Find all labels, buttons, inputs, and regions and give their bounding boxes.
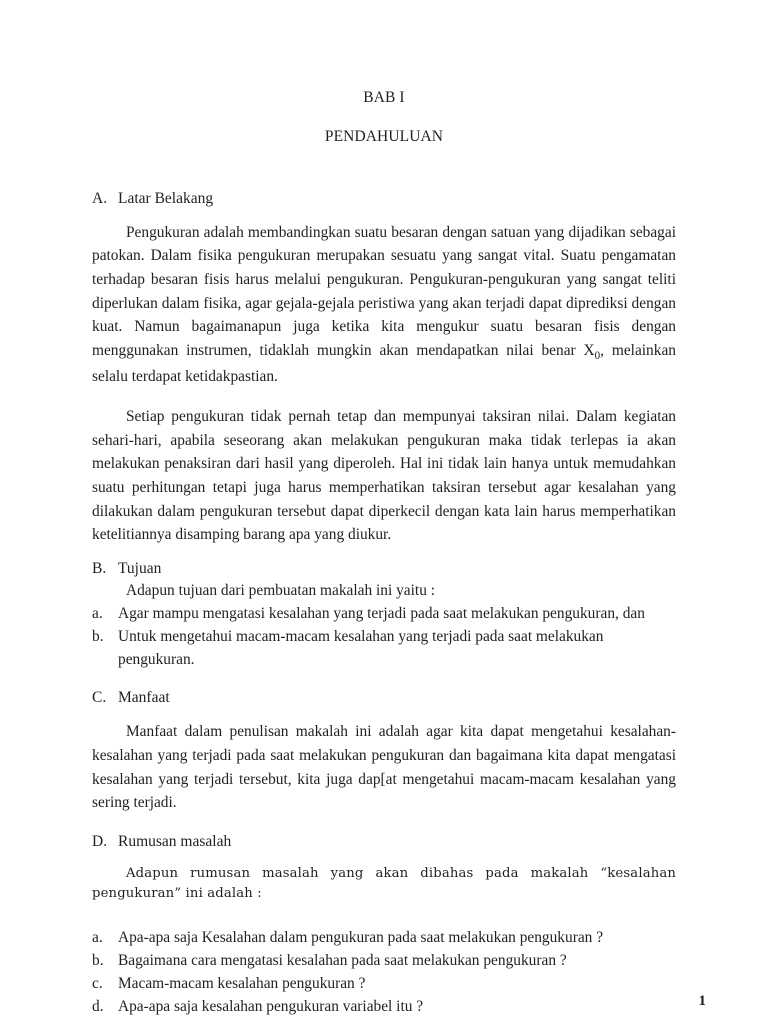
section-letter-c: C. [92,689,107,707]
list-item-text: Apa-apa saja Kesalahan dalam pengukuran pada saat melakukan pengukuran ? [118,928,604,946]
list-item-text: Apa-apa saja kesalahan pengukuran variabel itu ? [118,998,424,1016]
section-letter-d: D. [92,832,108,850]
subscript-zero: 0 [594,349,601,362]
tujuan-lead-text: Adapun tujuan dari pembuatan makalah ini yaitu : [126,581,436,599]
tujuan-list [92,602,676,671]
list-item [92,995,676,1018]
paragraph-latar-belakang-1 [92,221,676,388]
section-heading-latar-belakang [92,189,676,209]
section-letter-b: B. [92,559,107,577]
paragraph-text-part-1: Pengukuran adalah membandingkan suatu besaran dengan satuan yang dijadikan sebagai patokan. Dalam fisika pengukuran merupakan sesuatu yang sangat vital. Suatu pengamatan terhadap besaran fisis harus melalui pengukuran. Pengukuran-pengukuran yang sangat teliti diperlukan dalam fisika, agar gejala-gejala peristiwa yang akan terjadi dapat diprediksi dengan kuat. Namun bagaimanapun juga ketika kita mengukur suatu besaran fisis dengan menggunakan instrumen, tidaklah mungkin akan mendapatkan nilai benar X [92,223,676,359]
list-marker: b. [92,952,104,970]
section-heading-rumusan-masalah [92,832,676,852]
section-heading-manfaat [92,688,676,708]
chapter-label: BAB I [363,89,405,106]
list-item [92,949,676,972]
rumusan-masalah-list [92,926,676,1018]
paragraph-latar-belakang-2: Setiap pengukuran tidak pernah tetap dan mempunyai taksiran nilai. Dalam kegiatan sehari-hari, apabila seseorang akan melakukan pengukuran maka tidak terlepas ia akan melakukan penaksiran dari hasil yang diperoleh. Hal ini tidak lain hanya untuk memudahkan suatu perhitungan tetapi juga harus memperhatikan taksiran tersebut agar kesalahan yang dilakukan dalam pengukuran tersebut dapat diperkecil dengan kata lain harus memperhatikan ketelitiannya disamping barang apa yang diukur. [92,408,676,544]
section-title-a: Latar Belakang [118,189,214,207]
section-heading-tujuan [92,559,676,579]
chapter-title: PENDAHULUAN [324,128,444,146]
list-item [92,972,676,995]
list-item [92,625,676,671]
paragraph-rumusan-masalah-lead: Adapun rumusan masalah yang akan dibahas pada makalah “kesalahan pengukuran” ini adalah : [92,865,676,901]
list-item-text: Agar mampu mengatasi kesalahan yang terjadi pada saat melakukan pengukuran, dan [118,604,645,622]
list-marker: a. [92,604,103,622]
list-marker: b. [92,628,104,646]
paragraph-manfaat: Manfaat dalam penulisan makalah ini adalah agar kita dapat mengetahui kesalahan-kesalahan yang terjadi pada saat melakukan pengukuran dan bagaimana kita dapat mengatasi kesalahan yang terjadi tersebut, kita juga dap[at mengetahui macam-macam kesalahan yang sering terjadi. [92,723,676,812]
list-marker: a. [92,928,103,946]
page-number: 1 [698,993,706,1009]
section-title-b: Tujuan [118,559,162,577]
list-marker: c. [92,975,103,993]
list-item [92,926,676,949]
list-item-text: Untuk mengetahui macam-macam kesalahan yang terjadi pada saat melakukan pengukuran. [118,628,604,669]
section-letter-a: A. [92,189,108,207]
list-item-text: Bagaimana cara mengatasi kesalahan pada saat melakukan pengukuran ? [118,952,567,970]
section-title-d: Rumusan masalah [118,832,232,850]
section-title-c: Manfaat [118,689,170,707]
list-item [92,602,676,625]
page-content [92,88,676,1018]
paragraph-text-part-2: , melainkan selalu terdapat ketidakpastian. [92,341,676,385]
list-marker: d. [92,998,104,1016]
list-item-text: Macam-macam kesalahan pengukuran ? [118,975,366,993]
